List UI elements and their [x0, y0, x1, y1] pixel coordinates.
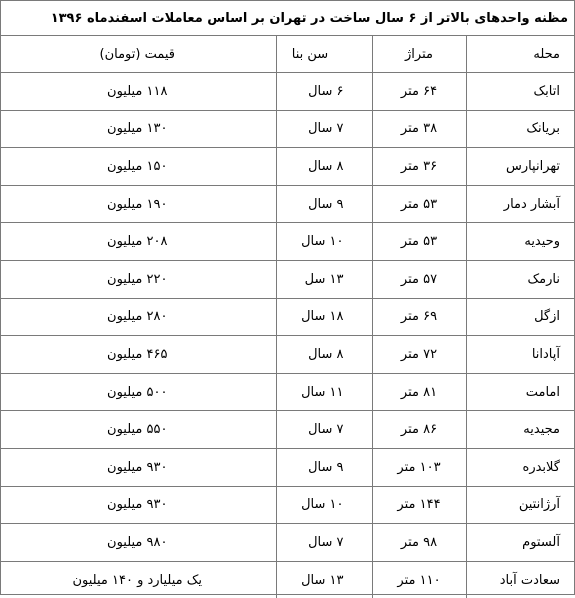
cell-price: ۱۹۰ میلیون [0, 185, 276, 223]
cell-district: آپادانا [466, 336, 574, 374]
table-row [0, 185, 574, 223]
cell-district: ازگل [466, 298, 574, 336]
cell-price: یک میلیارد و ۱۴۰ میلیون [0, 561, 276, 598]
header-area: متراژ [372, 36, 466, 73]
cell-area: ۶۴ متر [372, 73, 466, 111]
cell-area: ۱۱۰ متر [372, 561, 466, 598]
cell-price: ۹۳۰ میلیون [0, 486, 276, 524]
cell-area: ۷۲ متر [372, 336, 466, 374]
cell-age: ۷ سال [276, 411, 372, 449]
cell-price: ۲۸۰ میلیون [0, 298, 276, 336]
table-row [0, 486, 574, 524]
cell-age: ۸ سال [276, 336, 372, 374]
table-row [0, 561, 574, 598]
cell-district: تهرانپارس [466, 148, 574, 186]
cell-price: ۹۳۰ میلیون [0, 448, 276, 486]
table-row [0, 298, 574, 336]
header-district: محله [466, 36, 574, 73]
cell-age: ۱۳ سال [276, 561, 372, 598]
cell-price: ۱۵۰ میلیون [0, 148, 276, 186]
cell-area: ۵۳ متر [372, 223, 466, 261]
cell-district: بریانک [466, 110, 574, 148]
table-row [0, 448, 574, 486]
table-row [0, 336, 574, 374]
cell-district: آبشار دمار [466, 185, 574, 223]
cell-age: ۷ سال [276, 110, 372, 148]
cell-age: ۸ سال [276, 148, 372, 186]
table-row [0, 524, 574, 562]
cell-price: ۴۶۵ میلیون [0, 336, 276, 374]
header-row [0, 36, 574, 73]
cell-area: ۹۸ متر [372, 524, 466, 562]
table-row [0, 73, 574, 111]
cell-district: امامت [466, 373, 574, 411]
cell-area: ۸۶ متر [372, 411, 466, 449]
cell-age: ۶ سال [276, 73, 372, 111]
title-row [0, 1, 574, 36]
table-body [0, 73, 574, 598]
cell-district: آلستوم [466, 524, 574, 562]
table-row [0, 373, 574, 411]
cell-price: ۵۰۰ میلیون [0, 373, 276, 411]
cell-district: سعادت آباد [466, 561, 574, 598]
price-table [0, 1, 574, 598]
header-age: سن بنا [276, 36, 372, 73]
table-row [0, 260, 574, 298]
cell-area: ۳۶ متر [372, 148, 466, 186]
cell-price: ۹۸۰ میلیون [0, 524, 276, 562]
cell-age: ۹ سال [276, 185, 372, 223]
cell-area: ۵۷ متر [372, 260, 466, 298]
cell-district: نارمک [466, 260, 574, 298]
cell-area: ۶۹ متر [372, 298, 466, 336]
cell-price: ۲۲۰ میلیون [0, 260, 276, 298]
cell-district: اتابک [466, 73, 574, 111]
header-price: قیمت (تومان) [0, 36, 276, 73]
cell-area: ۱۴۴ متر [372, 486, 466, 524]
table-title: مظنه واحدهای بالاتر از ۶ سال ساخت در تهران بر اساس معاملات اسفندماه ۱۳۹۶ [0, 1, 574, 36]
cell-age: ۱۰ سال [276, 486, 372, 524]
cell-price: ۱۳۰ میلیون [0, 110, 276, 148]
cell-age: ۱۳ سل [276, 260, 372, 298]
cell-area: ۱۰۳ متر [372, 448, 466, 486]
cell-price: ۱۱۸ میلیون [0, 73, 276, 111]
table-row [0, 110, 574, 148]
table-row [0, 148, 574, 186]
cell-age: ۱۱ سال [276, 373, 372, 411]
table-row [0, 411, 574, 449]
cell-price: ۲۰۸ میلیون [0, 223, 276, 261]
cell-age: ۷ سال [276, 524, 372, 562]
cell-area: ۸۱ متر [372, 373, 466, 411]
cell-area: ۵۳ متر [372, 185, 466, 223]
cell-district: گلابدره [466, 448, 574, 486]
cell-district: مجیدیه [466, 411, 574, 449]
cell-district: وحیدیه [466, 223, 574, 261]
cell-age: ۹ سال [276, 448, 372, 486]
cell-price: ۵۵۰ میلیون [0, 411, 276, 449]
cell-age: ۱۰ سال [276, 223, 372, 261]
cell-age: ۱۸ سال [276, 298, 372, 336]
cell-district: آرژانتین [466, 486, 574, 524]
cell-area: ۳۸ متر [372, 110, 466, 148]
table-row [0, 223, 574, 261]
